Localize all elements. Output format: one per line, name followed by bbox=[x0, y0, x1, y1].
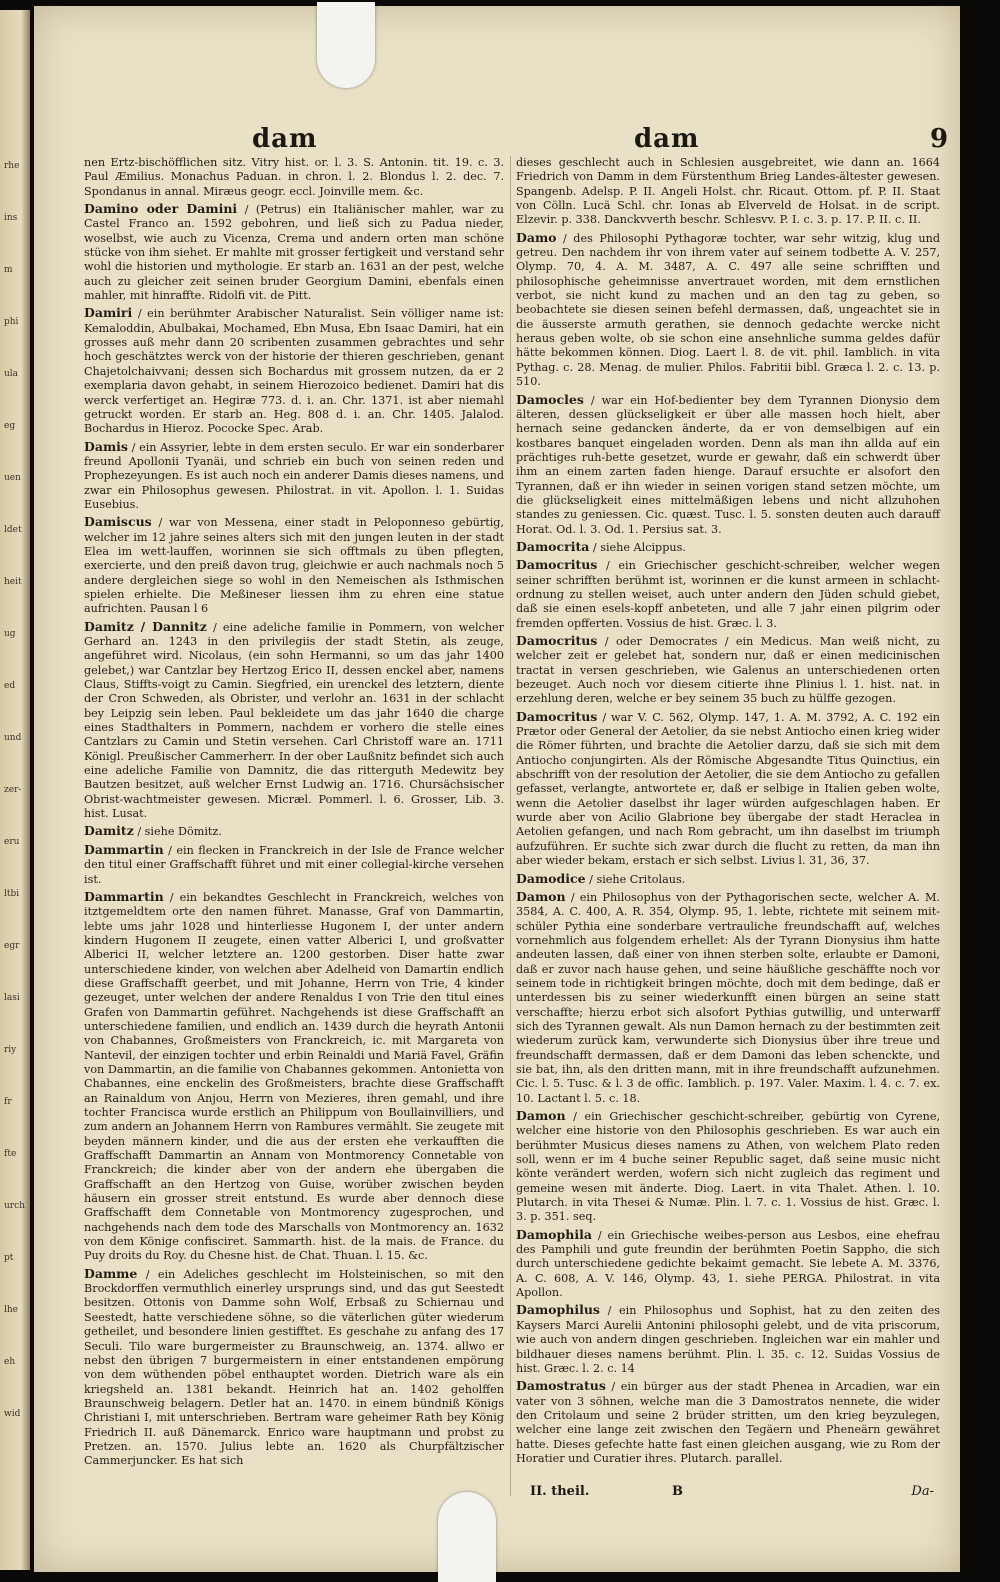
gathering-mark: B bbox=[672, 1484, 683, 1499]
entry-lemma: Damon bbox=[516, 888, 566, 904]
entry-lemma: Damodice bbox=[516, 870, 586, 886]
column-rule bbox=[510, 156, 511, 1496]
dictionary-entry bbox=[84, 156, 504, 199]
adjacent-page-fragment: eh bbox=[4, 1357, 16, 1367]
entry-text: / siehe Alcippus. bbox=[592, 540, 686, 554]
adjacent-page-fragment: phi bbox=[4, 317, 19, 327]
entry-text: / war von Messena, einer stadt in Peloponneso gebürtig, welcher im 12 jahre seines alters sich mit den jungen leuten in der stadt Elea im wett-lauffen, worinnen sie sich offtmals zu üben pflegten, exercierte, und den preiß davon trug, gleichwie er auch nachmals noch 5 andere dergleichen siege so wohl in den Nemeischen als Isthmischen spielen erhielte. Die Meßineser liessen ihm zu ehren eine statue aufrichten. Pausan l 6 bbox=[84, 516, 504, 616]
dictionary-entry bbox=[84, 824, 504, 839]
adjacent-page-fragment: fte bbox=[4, 1149, 17, 1159]
adjacent-page-fragment: ula bbox=[4, 369, 19, 379]
dictionary-entry bbox=[84, 515, 504, 616]
adjacent-page-fragment: lhe bbox=[4, 1305, 19, 1315]
entry-text: / ein Philosophus von der Pythagorischen secte, welcher A. M. 3584, A. C. 400, A. R. 354, Olymp. 95, 1. lebte, richtete mit seinem mit-schüler Pythia eine sonderbare vertrauliche freundschafft auf, welches vornehmlich aus folgendem erhellet: Als der Tyrann Dionysius ihm hatte andeuten lassen, daß einer von ihnen sterben solte, erlaubte er Damoni, daß er zuvor nach hause gehen, und seine häußliche geschäffte noch vor seinem tode in richtigkeit bringen möchte, doch mit dem bedinge, daß er unterdessen bis zu seiner wiederkunfft einen bürgen an seine statt verschaffte; hierzu erbot sich alsofort Pythias gutwillig, und unterwarff sich des Tyrannen gewalt. Als nun Damon hernach zu der bestimmten zeit wiederum zurück kam, verwunderte sich Dionysius über ihre treue und freundschafft dermassen, daß er dem Damoni das leben schenckte, und sie bat, ihn, als den dritten mann, mit in ihre freundschafft aufzunehmen. Cic. l. 5. Tusc. & l. 3 de offic. Iamblich. p. 197. Valer. Maxim. l. 4. c. 7. ex. 10. Lactant l. 5. c. 18. bbox=[516, 890, 940, 1105]
dictionary-entry bbox=[516, 872, 940, 887]
dictionary-entry bbox=[516, 231, 940, 390]
dictionary-entry bbox=[84, 843, 504, 887]
adjacent-page-fragment: eru bbox=[4, 837, 20, 847]
entry-text: / ein Philosophus und Sophist, hat zu den zeiten des Kaysers Marci Aurelii Antonini philosophi gelebt, und de vita priscorum, wie auch von andern dingen geschrieben. Ingleichen war ein mahler und bildhauer dieses namens berühmt. Plin. l. 35. c. 12. Suidas Vossius de hist. Græc. l. 2. c. 14 bbox=[516, 1304, 940, 1375]
dictionary-entry bbox=[516, 540, 940, 555]
entry-lemma: Damocles bbox=[516, 391, 584, 407]
dictionary-entry bbox=[84, 890, 504, 1264]
page-number: 9 bbox=[930, 124, 949, 154]
entry-text: / siehe Critolaus. bbox=[589, 872, 686, 886]
entry-lemma: Damitz bbox=[84, 823, 134, 839]
dictionary-entry bbox=[84, 202, 504, 303]
entry-lemma: Damino oder Damini bbox=[84, 201, 238, 217]
signature-mark: II. theil. bbox=[530, 1484, 590, 1499]
entry-text: / ein bürger aus der stadt Pheneа in Arcadien, war ein vater von 3 söhnen, welche man die 3 Damostratos nennete, die wider den Critolaum und seine 2 brüder stritten, um den krieg beyzulegen, welcher eine lange zeit zwischen den Tegäern und Pheneärn gewähret hatte. Dieses gefechte hatte fast einen gleichen ausgang, wie zu Rom der Horatier und Curatier ihres. Plutarch. parallel. bbox=[516, 1380, 940, 1465]
adjacent-page-fragment: ins bbox=[4, 213, 18, 223]
adjacent-page-fragment: eg bbox=[4, 421, 16, 431]
entry-lemma: Damocritus bbox=[516, 557, 598, 573]
adjacent-page-fragment: m bbox=[4, 265, 13, 275]
entry-text: / oder Democrates / ein Medicus. Man weiß nicht, zu welcher zeit er gelebet hat, sondern nur, daß er einen medicinischen tractat in versen geschrieben, wie Galenus an unterschiedenen orten bezeuget. Auch noch vor diesem citierte ihne Plinius l. 1. hist. nat. in erzehlung deren, welche er bey seinem 35 buch zu hülffe gezogen. bbox=[516, 635, 940, 706]
entry-text: / war ein Hof-bedienter bey dem Tyrannen Dionysio dem älteren, dessen glückseligkeit er über alle massen hoch hielt, aber hernach seine gedancken änderte, da er von demselbigen auf ein kostbares banquet eingeladen worden. Denn als man ihn allda auf ein prächtiges ruh-bette gesetzet, wurde er gewahr, daß ein schwerdt über ihm an einem zarten faden hienge. Darauf ersuchte er alsofort den Tyrannen, daß er ihn wieder in seinen vorigen stand setzen möchte, um die glückseligkeit eines mittelmäßigen lebens und nicht allzuhohen standes zu geniessen. Cic. quæst. Tusc. l. 5. sonsten deuten auch darauff Horat. Od. l. 3. Od. 1. Persius sat. 3. bbox=[516, 393, 941, 536]
entry-lemma: Damo bbox=[516, 229, 557, 245]
entry-text: / (Petrus) ein Italiänischer mahler, war zu Castel Franco an. 1592 gebohren, und ließ sich zu Padua nieder, woselbst, wie auch zu Vicenza, Crema und andern orten man schöne stücke von ihm siehet. Er mahlte mit grosser fertigkeit und verstand sehr wohl die historien und mythologie. Er starb an. 1631 an der pest, welche auch zu gleicher zeit seinen bruder Georgium Damini, ebenfals einen mahler, mit hinraffte. Ridolfi vit. de Pitt. bbox=[84, 203, 504, 303]
entry-lemma: Damophilus bbox=[516, 1302, 600, 1318]
adjacent-page-fragment: lasi bbox=[4, 993, 20, 1003]
adjacent-page-fragment: und bbox=[4, 733, 22, 743]
dictionary-entry bbox=[516, 890, 940, 1106]
dictionary-entry bbox=[84, 1267, 504, 1469]
adjacent-page-fragment: rhe bbox=[4, 161, 20, 171]
entry-text: / ein Griechischer geschicht-schreiber, welcher wegen seiner schrifften berühmt ist, worinnen er die kunst armeen in schlacht-ordnung zu stellen weiset, auch unter andern den Jüden schuld giebet, daß sie einen esels-kopff anbeteten, und alle 7 jahr einen pilgrim oder fremden opfferten. Vossius de hist. Græc. l. 3. bbox=[516, 559, 940, 630]
dictionary-entry bbox=[84, 620, 504, 822]
entry-lemma: Damis bbox=[84, 438, 128, 454]
adjacent-page-fragment: zer- bbox=[4, 785, 22, 795]
entry-text: / ein bekandtes Geschlecht in Franckreich, welches von itztgemeldtem orte den namen führet. Manasse, Graf von Dammartin, lebte ums jahr 1028 und hinterliesse Hugonem I, der unter andern kindern Hugonem II zeugete, einen vatter Alberici I, und großvatter Alberici II, welcher letztere an. 1200 gestorben. Diser hatte zwar unterschiedene kinder, von welchen aber Adelheid von Damartin endlich diese Graffschafft geerbet, und mit Johanne, Herrn von Trie, 4 kinder gezeuget, unter welchen der andere Renaldus I von Trie den titul eines Grafen von Dammartin geführet. Nachgehends ist diese Graffschafft an unterschiedene familien, und endlich an. 1439 durch die heyrath Antonii von Chabannes, Großmeisters von Franckreich, ic. mit Margareta von Nantevil, der einzigen tochter und erbin Reinaldi und Mariä Favel, Gräfin von Dammartin, an die familie von Chabannes gekommen. Antonietta von Chabannes, eine enckelin des Großmeisters, brachte diese Graffschafft an Rainaldum von Anjou, Herrn von Mezieres, ihren gemahl, und ihre tochter Francisca wurde erstlich an Philippum von Boullainvilliers, und zum andern an Johannem Herrn von Rambures vermählt. Sie zeugete mit beyden männern kinder, und die aus der ersten ehe verkaufften die Graffschafft Dammartin an Annam von Montmorency Connetable von Franckreich; die kinder aber von der andern ehe übergaben die Graffschafft an den Hertzog von Guise, worüber zwischen beyden häusern ein grosser streit entstund. Es wurde aber dennoch diese Graffschafft dem Connetable von Montmorency zugesprochen, und nachgehends nach dem tode des Marschalls von Montmorency an. 1632 von dem Könige confisciret. Sammarth. hist. de la mais. de France. du Puy droits du Roy. du Chesne hist. de Chat. Thuan. l. 15. &c. bbox=[84, 890, 504, 1263]
entry-lemma: Damophila bbox=[516, 1226, 592, 1242]
entry-lemma: Dammartin bbox=[84, 841, 164, 857]
entry-text: / ein Assyrier, lebte in dem ersten seculo. Er war ein sonderbarer freund Apollonii Tyanäi, und schrieb ein buch von seinen reden und Prophezeyungen. Es ist auch noch ein anderer Damis dieses namens, und zwar ein Philosophus gewesen. Philostrat. in vit. Apollon. l. 1. Suidas Eusebius. bbox=[84, 440, 504, 511]
entry-text: / ein Griechische weibes-person aus Lesbos, eine ehefrau des Pamphili und gute freundin der berühmten Poetin Sappho, die sich durch unterschiedene gedichte bekaimt gemacht. Sie lebete A. M. 3376, A. C. 608, A. V. 146, Olymp. 43, 1. siehe PERGA. Philostrat. in vita Apollon. bbox=[516, 1228, 940, 1300]
entry-text: / eine adeliche familie in Pommern, von welcher Gerhard an. 1243 in den privilegiis der stadt Stetin, als zeuge, angeführet wird. Nicolaus, (ein sohn Hermanni, so um das jahr 1400 gelebet,) war Cantzlar bey Hertzog Erico II, dessen enckel aber, namens Claus, Stiffts-voigt zu Camin. Siegfried, ein urenckel des letztern, diente der Cron Schweden, als Obrister, und verlohr an. 1631 in der schlacht bey Leipzig sein leben. Paul bekleidete um das jahr 1640 die charge eines Stadthalters in Pommern, nachdem er vorhero die stelle eines Cantzlars zu Camin und Stetin versehen. Carl Christoff ware an. 1711 Königl. Preußischer Cammerherr. In der ober Laußnitz befindet sich auch eine adeliche Familie von Damnitz, die das ritterguth Medewitz bey Bautzen besitzet, auß welcher Ernst Ludwig an. 1716. Chursächsischer Obrist-wachtmeister gewesen. Micræl. Pommerl. l. 6. Grosser, Lib. 3. hist. Lusat. bbox=[84, 620, 504, 821]
book-page bbox=[34, 6, 960, 1572]
adjacent-page-fragment: egr bbox=[4, 941, 20, 951]
dictionary-entry bbox=[516, 1303, 940, 1376]
entry-lemma: Damon bbox=[516, 1108, 566, 1123]
dictionary-entry bbox=[516, 156, 940, 228]
right-column bbox=[516, 156, 940, 1469]
entry-text: dieses geschlecht auch in Schlesien ausgebreitet, wie dann an. 1664 Friedrich von Damm in dem Fürstenthum Brieg Landes-ältester gewesen. Spangenb. Adelsp. P. II. Angeli Holst. chr. Ricaut. Ottom. pf. P. II. Staat von Cölln. Lucä Schl. chr. Ionas ab Elverveld de Holsat. in de script. Elzevir. p. 338. Danckvverth beschr. Schlesvv. P. I. c. 3. p. 17. P. II. c. II. bbox=[516, 156, 940, 227]
running-head-right: dam bbox=[634, 124, 700, 154]
entry-lemma: Damiri bbox=[84, 305, 133, 321]
dictionary-entry bbox=[516, 558, 940, 631]
dictionary-entry bbox=[516, 634, 940, 707]
entry-text: / ein flecken in Franckreich in der Isle de France welcher den titul einer Graffschafft führet und mit einer collegial-kirche versehen ist. bbox=[84, 843, 504, 886]
adjacent-page-fragment: ed bbox=[4, 681, 16, 691]
entry-lemma: Damocritus bbox=[516, 708, 598, 724]
page-clip-bottom bbox=[438, 1492, 496, 1582]
entry-text: / ein Adeliches geschlecht im Holsteinischen, so mit den Brockdorffen vermuthlich einerley ursprungs sind, und das gut Seestedt besitzen. Ottonis von Damme sohn Wolf, Erbsaß zu Schiernau und Seestedt, hatte verschiedene söhne, so die väterlichen güter wiederum getheilet, und besondere linien gestifftet. Es geschahe zu anfang des 17 Seculi. Tilo ware burgermeister zu Braunschweig, an. 1374. allwo er nebst den übrigen 7 burgermeistern in einer entstandenen empörung von dem wüthenden pöbel enthauptet worden. Dietrich ware als ein kriegsheld an. 1381 bekandt. Heinrich hat an. 1402 geholffen Braunschweig belagern. Detler hat an. 1470. in einem bündniß Königs Christiani I, mit unterschrieben. Bertram ware geheimer Rath bey König Friedrich II. auß Dänemarck. Enrico ware hauptmann und probst zu Pretzen. an. 1570. Julius lebte an. 1620 als Churpfältzischer Cammerjuncker. Es hat sich bbox=[84, 1267, 504, 1468]
dictionary-entry bbox=[516, 1228, 940, 1301]
entry-text: / war V. C. 562, Olymp. 147, 1. A. M. 3792, A. C. 192 ein Prætor oder General der Aetolier, da sie nebst Antiocho einen krieg wider die Römer führten, und brachte die Aetolier darzu, daß sie sich mit dem Antiocho conjungirten. Als der Römische Abgesandte Titus Quinctius, ein abschrifft von der resolution der Aetolier, die sie dem Antiocho zu gefallen gefasset, verlangte, antwortete er, daß er selbige in Italien geben wolte, wenn die Aetolier daselbst ihr lager würden aufgeschlagen haben. Er wurde aber von Acilio Glabrione bey übergabe der stadt Heraclea in Aetolien gefangen, und nach Rom gebracht, um ihn daselbst im triumph aufzuführen. Er suchte sich zwar durch die flucht zu retten, da man ihn aber wieder bekam, erstach er sich selbst. Livius l. 31, 36, 37. bbox=[516, 710, 940, 868]
adjacent-page-fragment: ldet bbox=[4, 525, 22, 535]
dictionary-entry bbox=[84, 440, 504, 513]
adjacent-page-fragment: ltbi bbox=[4, 889, 20, 899]
dictionary-entry bbox=[516, 1379, 940, 1466]
adjacent-page-fragment: urch bbox=[4, 1201, 25, 1211]
adjacent-page-fragment: wid bbox=[4, 1409, 21, 1419]
adjacent-page-edge bbox=[0, 10, 30, 1570]
running-head-left: dam bbox=[252, 124, 318, 154]
adjacent-page-fragment: uen bbox=[4, 473, 21, 483]
adjacent-page-fragment: fr bbox=[4, 1097, 12, 1107]
adjacent-page-fragment: ug bbox=[4, 629, 16, 639]
adjacent-page-fragment: pt bbox=[4, 1253, 14, 1263]
left-column bbox=[84, 156, 504, 1472]
entry-lemma: Dammartin bbox=[84, 888, 164, 904]
entry-text: / ein berühmter Arabischer Naturalist. Sein völliger name ist: Kemaloddin, Abulbakai, Mochamed, Ebn Musa, Ebn Isaac Damiri, hat ein grosses auß mehr dann 20 scribenten zusammen gebrachtes und sehr hoch geschätztes werck von der historie der thieren geschrieben, genant Chajetolchaivvani; dessen sich Bochardus mit grossem nutzen, da er 2 exemplaria davon gehabt, in seinem Hierozoico bedienet. Damiri hat dis werck verfertiget an. Hegiræ 773. d. i. an. Chr. 1371. ist aber niemahl getruckt worden. Er starb an. Heg. 808 d. i. an. Chr. 1405. Jalalod. Bochardus in Hieroz. Pococke Spec. Arab. bbox=[84, 307, 504, 436]
entry-text: / siehe Dömitz. bbox=[137, 825, 222, 839]
entry-text: / ein Griechischer geschicht-schreiber, gebürtig von Cyrene, welcher eine historie von den Philosophis geschrieben. Es war auch ein berühmter Musicus dieses namens zu Athen, von welchem Plato reden soll, wenn er im 4 buche seiner Republic saget, daß seine music nicht könte verändert werden, wofern sich nicht zugleich das regiment und gemeine wesen mit änderte. Diog. Laert. in vita Thalet. Athen. l. 10. Plutarch. in vita Thesei & Numæ. Plin. l. 7. c. 1. Vossius de hist. Græc. l. 3. p. 351. seq. bbox=[516, 1110, 941, 1224]
dictionary-entry bbox=[516, 710, 940, 869]
entry-text: nen Ertz-bischöfflichen sitz. Vitry hist. or. l. 3. S. Antonin. tit. 19. c. 3. Paul Æmilius. Monachus Paduan. in chron. l. 2. Blondus l. 2. dec. 7. Spondanus in annal. Miræus geogr. eccl. Joinville mem. &c. bbox=[84, 156, 504, 198]
entry-text: / des Philosophi Pythagoræ tochter, war sehr witzig, klug und getreu. Den nachdem ihr von ihrem vater auf seinem todbette A. V. 257, Olymp. 70, 4. A. M. 3487, A. C. 497 alle seine schrifften und philosophische geheimnisse anvertrauet worden, mit dem ernstlichen verbot, sie nicht kund zu machen und an den tag zu geben, so beobachtete sie diesen seinen befehl dermassen, daß, ungeachtet sie in die äusserste armuth gerathen, sie dennoch gedachte wercke nicht heraus geben wolte, ob sie schon eine ansehnliche summa geldes dafür hätte bekommen können. Diog. Laert l. 8. de vit. phil. Iamblich. in vita Pythag. c. 28. Menag. de mulier. Philos. Fabritii bibl. Græca l. 2. c. 13. p. 510. bbox=[516, 231, 940, 389]
catchword: Da- bbox=[911, 1484, 934, 1499]
dictionary-entry bbox=[84, 306, 504, 436]
adjacent-page-fragment: riy bbox=[4, 1045, 17, 1055]
entry-lemma: Damocritus bbox=[516, 633, 598, 648]
entry-lemma: Damostratus bbox=[516, 1378, 606, 1394]
adjacent-page-fragment: heit bbox=[4, 577, 22, 587]
entry-lemma: Damitz / Dannitz bbox=[84, 618, 207, 634]
entry-lemma: Damiscus bbox=[84, 514, 152, 530]
dictionary-entry bbox=[516, 1109, 940, 1225]
entry-lemma: Damme bbox=[84, 1265, 138, 1281]
dictionary-entry bbox=[516, 393, 940, 537]
page-clip-top bbox=[317, 2, 375, 88]
entry-lemma: Damocrita bbox=[516, 538, 590, 554]
